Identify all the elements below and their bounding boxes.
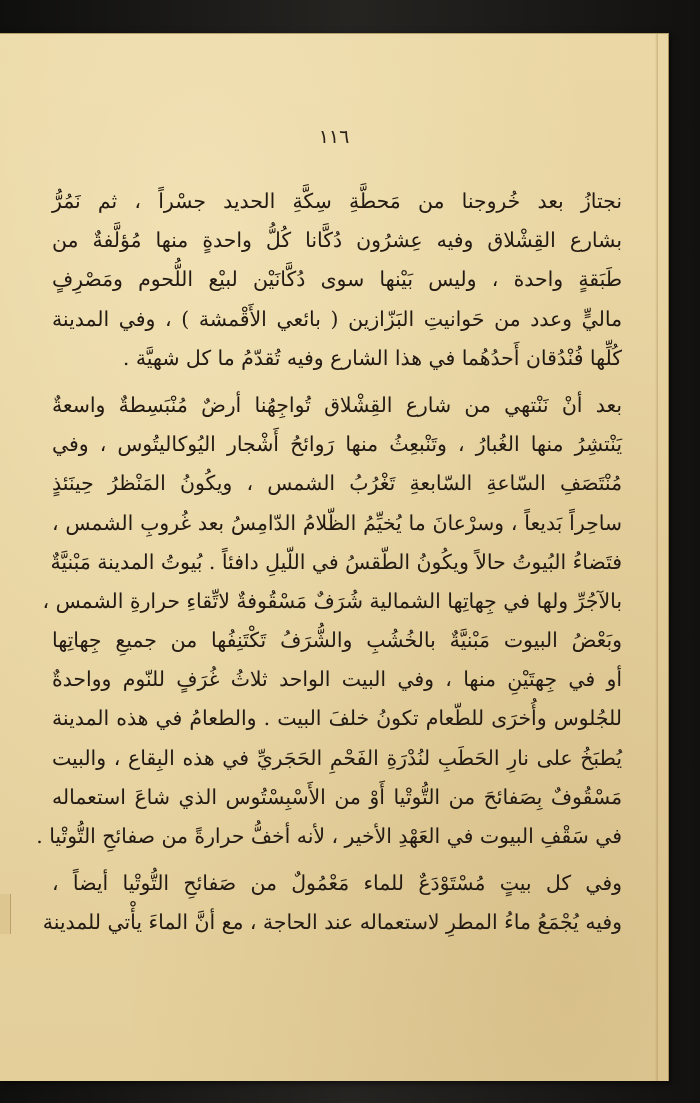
page-body bbox=[36, 182, 622, 943]
text-line: وفيه يُجْمَعُ ماءُ المطرِ لاستعماله عند الحاجة ، مع أنَّ الماءَ يأْتي للمدينة bbox=[42, 910, 622, 935]
text-line: فتَضاءُ البُيوتُ حالاً ويكُونُ الطّقسُ في اللّيلِ دافئاً . بُيوتُ المدينة مَبْنيَّةٌ bbox=[50, 549, 622, 574]
text-line: ماليٍّ وعدد من حَوانيتِ البَزّازين ( بائعي الأَقْمشة ) ، وفي المدينة bbox=[52, 306, 622, 331]
text-line: وبَعْضُ البيوت مَبْنيَّةٌ بالخُشُبِ والشُّرَفُ تَكْتَنِفُها من جميعِ جِهاتِها bbox=[52, 628, 622, 653]
text-line: كُلِّها فُنْدُقان أَحدُهُما في هذا الشارع وفيه تُقدّمُ ما كل شهيَّة . bbox=[122, 345, 622, 370]
text-line: في سَقْفِ البيوت في العَهْدِ الأخير ، لأنه أخفُّ حرارةً من صفائحِ التُّوتْيا . bbox=[36, 824, 622, 848]
text-line: نجتازُ بعد خُروجنا من مَحطَّةِ سِكَّةِ الحديد جسْراً ، ثم نَمُرُّ bbox=[52, 189, 622, 213]
text-line: مَسْقُوفٌ بِصَفائحَ من التُّوتْيا أَوْ من الأَسْبِسْتُوس الذي شاعَ استعماله bbox=[52, 784, 622, 809]
text-line: وفي كل بيتٍ مُسْتَوْدَعٌ للماء مَعْمُولٌ من صَفائحِ التُّوتْيا أيضاً ، bbox=[52, 871, 622, 896]
text-line: بالآجُرِّ ولها في جِهاتِها الشمالية شُرَفٌ مَسْقُوفةٌ لاتِّقاءِ حرارةِ الشمس ، bbox=[42, 588, 622, 613]
text-line: يَنْتشِرُ منها الغُبارُ ، وتَنْبعِثُ منها رَوائحُ أَشْجار اليُوكاليتُوس ، وفي bbox=[52, 432, 622, 457]
book-page bbox=[0, 33, 669, 1081]
text-line: بعد أنْ نَنْتهي من شارع القِشْلاق تُواجِهُنا أرضٌ مُنْبَسِطةٌ واسعةٌ bbox=[52, 392, 622, 417]
text-line: للجُلوس وأُخرَى للطّعام تكونُ خلفَ البيت . والطعامُ في هذه المدينة bbox=[52, 706, 622, 731]
text-line: ساحِراً بَديعاً ، وسرْعانَ ما يُخيِّمُ الظّلامُ الدّامِسُ بعد غُروبِ الشمس ، bbox=[52, 510, 622, 535]
page-edge-shadow bbox=[655, 34, 658, 1081]
page-tab bbox=[0, 894, 11, 934]
text-line: أو في جِهتَيْنِ منها ، وفي البيت الواحد ثلاثُ غُرَفٍ للنّوم وواحدةٌ bbox=[52, 667, 622, 692]
text-line: مُنْتَصَفِ السّاعةِ السّابعةِ تَغْرُبُ الشمس ، ويكُونُ المَنْظرُ حِينَئذٍ bbox=[52, 471, 622, 496]
text-line: طَبَقةٍ واحدة ، وليس بَيْنها سوى دُكَّانَيْن لبيْع اللُّحوم ومَصْرِفٍ bbox=[52, 267, 622, 292]
text-line: بشارع القِشْلاق وفيه عِشرُون دُكَّانا كُلُّ واحدةٍ منها مُؤلَّفةٌ من bbox=[52, 228, 622, 253]
text-line: يُطبَخُ على نارِ الحَطَبِ لنُدْرَةِ الفَحْمِ الحَجَريِّ في هذه البِقاع ، والبيت bbox=[52, 745, 622, 770]
page-number: ١١٦ bbox=[318, 126, 350, 148]
